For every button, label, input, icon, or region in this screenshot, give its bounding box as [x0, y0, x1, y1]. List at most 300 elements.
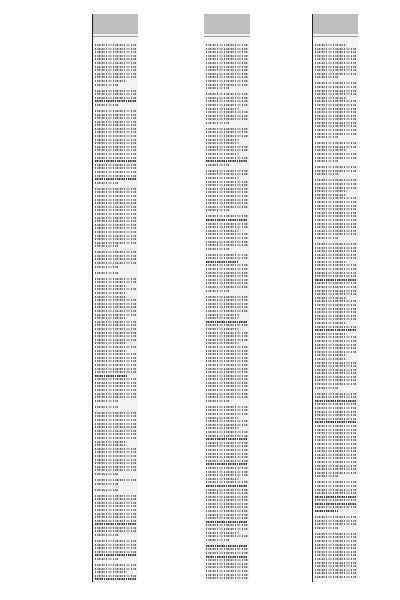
text-line: [95, 131, 136, 133]
text-line: [206, 135, 248, 137]
text-line: [206, 153, 239, 155]
text-line: [206, 445, 248, 447]
text-line: [95, 195, 136, 197]
text-line: [315, 304, 356, 306]
text-line: [95, 364, 136, 366]
text-line: [95, 171, 136, 173]
text-line: [206, 346, 248, 348]
text-line: [95, 540, 136, 542]
text-line: [95, 142, 136, 144]
text-line: [95, 400, 118, 402]
text-line: [315, 82, 356, 84]
text-line: [315, 173, 338, 175]
text-line: [206, 118, 248, 120]
text-line: [315, 565, 356, 567]
text-line: [315, 506, 356, 508]
text-line: [206, 339, 248, 341]
text-line: [315, 187, 356, 189]
text-line: [315, 118, 356, 120]
text-line: [95, 114, 136, 116]
text-line: [206, 471, 248, 473]
text-line: [315, 76, 338, 78]
text-line: [95, 117, 136, 119]
text-line: [206, 184, 248, 186]
text-line: [95, 498, 136, 500]
text-line: [206, 535, 248, 537]
text-line: [95, 448, 136, 450]
text-line: [315, 340, 356, 342]
text-line: [315, 97, 347, 99]
text-line: [206, 385, 248, 387]
text-line: [206, 485, 248, 487]
text-line: [315, 347, 356, 349]
text-line: [95, 575, 136, 577]
text-line: [315, 233, 356, 235]
text-line: [95, 135, 136, 137]
text-line: [315, 461, 356, 463]
text-line: [315, 142, 356, 144]
text-line: [315, 160, 338, 162]
text-line: [315, 418, 356, 420]
text-line: [95, 299, 136, 301]
text-line: [95, 124, 136, 126]
text-line: [206, 548, 248, 550]
text-line: [95, 483, 118, 485]
text-line: [95, 213, 136, 215]
text-line: [206, 435, 248, 437]
text-line: [315, 297, 347, 299]
text-line: [95, 375, 127, 377]
text-line: [95, 459, 136, 461]
text-line: [95, 430, 136, 432]
text-line: [206, 552, 248, 554]
text-line: [95, 360, 136, 362]
text-line: [206, 409, 248, 411]
text-line: [95, 217, 136, 219]
text-line: [95, 534, 118, 536]
text-line: [206, 206, 248, 208]
text-line: [95, 385, 136, 387]
text-line: [95, 462, 136, 464]
text-line: [95, 288, 136, 290]
text-line: [95, 58, 136, 60]
text-line: [315, 516, 356, 518]
text-line: [315, 208, 356, 210]
text-line: [95, 423, 136, 425]
text-line: [206, 442, 248, 444]
text-line: [206, 223, 248, 225]
text-line: [315, 311, 356, 313]
text-line: [95, 235, 136, 237]
text-line: [206, 51, 248, 53]
text-line: [206, 303, 248, 305]
text-line: [206, 157, 248, 159]
text-line: [315, 336, 356, 338]
text-line: [206, 510, 248, 512]
text-line: [206, 570, 248, 572]
text-line: [315, 387, 338, 389]
text-line: [315, 219, 356, 221]
text-line: [315, 264, 356, 266]
text-line: [315, 201, 356, 203]
text-line: [315, 499, 356, 501]
text-line: [206, 489, 248, 491]
text-line: [95, 149, 136, 151]
text-line: [95, 378, 136, 380]
text-line: [206, 517, 248, 519]
text-line: [206, 279, 248, 281]
text-line: [315, 457, 356, 459]
text-line: [95, 571, 127, 573]
text-line: [315, 66, 356, 68]
text-line: [206, 556, 248, 558]
text-line: [95, 164, 136, 166]
text-line: [315, 170, 356, 172]
text-line: [315, 48, 356, 50]
text-line: [206, 248, 229, 250]
text-line: [315, 149, 347, 151]
text-line: [95, 382, 136, 384]
text-line: [315, 354, 347, 356]
text-line: [315, 396, 356, 398]
text-line: [206, 532, 239, 534]
text-line: [315, 400, 356, 402]
text-line: [95, 444, 127, 446]
text-line: [315, 108, 356, 110]
text-line: [315, 93, 356, 95]
text-line: [315, 250, 356, 252]
text-line: [206, 275, 248, 277]
text-line: [206, 413, 248, 415]
text-line: [95, 520, 136, 522]
text-line: [315, 369, 356, 371]
text-line: [206, 146, 248, 148]
text-line: [95, 167, 136, 169]
text-line: [206, 453, 248, 455]
text-line: [315, 372, 356, 374]
text-line: [315, 326, 356, 328]
text-line: [206, 342, 239, 344]
text-line: [206, 371, 248, 373]
text-line: [206, 191, 248, 193]
text-line: [315, 275, 356, 277]
text-line: [206, 241, 248, 243]
text-line: [315, 58, 356, 60]
text-line: [315, 379, 356, 381]
text-line: [315, 393, 356, 395]
text-line: [95, 396, 136, 398]
text-line: [315, 136, 338, 138]
text-line: [206, 131, 248, 133]
text-line: [315, 475, 338, 477]
text-line: [206, 111, 248, 113]
text-line: [315, 179, 356, 181]
text-line: [206, 115, 248, 117]
text-line: [206, 299, 248, 301]
text-line: [206, 474, 248, 476]
text-line: [206, 324, 248, 326]
text-line: [315, 403, 356, 405]
text-line: [315, 523, 356, 525]
text-line: [206, 164, 229, 166]
text-line: [95, 346, 136, 348]
text-line: [315, 230, 356, 232]
text-line: [95, 292, 127, 294]
text-line: [95, 44, 136, 46]
text-line: [95, 317, 127, 319]
text-line: [95, 350, 127, 352]
text-line: [206, 481, 248, 483]
text-line: [206, 314, 239, 316]
text-line: [95, 558, 118, 560]
text-line: [95, 527, 136, 529]
text-line: [95, 578, 136, 580]
text-line: [315, 472, 356, 474]
text-line: [206, 574, 248, 576]
text-line: [315, 576, 356, 578]
text-line: [315, 358, 347, 360]
text-line: [315, 272, 356, 274]
text-line: [206, 368, 248, 370]
text-line: [315, 247, 356, 249]
text-line: [315, 536, 356, 538]
text-line: [315, 300, 356, 302]
text-line: [206, 438, 248, 440]
text-line: [95, 530, 136, 532]
text-line: [315, 153, 356, 155]
text-line: [315, 547, 356, 549]
text-line: [95, 245, 118, 247]
text-line: [95, 80, 127, 82]
text-line: [95, 242, 136, 244]
text-line: [206, 188, 248, 190]
text-line: [206, 170, 248, 172]
text-line: [315, 554, 356, 556]
text-line: [95, 209, 136, 211]
text-line: [315, 365, 356, 367]
text-line: [206, 58, 248, 60]
text-line: [315, 290, 356, 292]
text-line: [95, 69, 136, 71]
text-line: [206, 195, 248, 197]
text-line: [206, 177, 239, 179]
text-line: [95, 278, 136, 280]
text-line: [315, 183, 356, 185]
text-line: [206, 202, 248, 204]
text-line: [206, 545, 248, 547]
text-line: [95, 505, 136, 507]
text-line: [206, 48, 248, 50]
text-line: [206, 219, 248, 221]
text-line: [95, 368, 136, 370]
text-line: [95, 262, 136, 264]
text-line: [95, 339, 136, 341]
text-line: [315, 383, 356, 385]
text-line: [315, 351, 356, 353]
text-line: [95, 342, 127, 344]
text-line: [315, 436, 356, 438]
text-line: [315, 544, 356, 546]
text-line: [315, 572, 356, 574]
text-line: [95, 357, 136, 359]
text-line: [206, 521, 248, 523]
text-line: [315, 540, 356, 542]
text-line: [206, 306, 248, 308]
text-line: [206, 296, 248, 298]
text-line: [206, 566, 248, 568]
text-line: [206, 467, 248, 469]
text-line: [315, 376, 356, 378]
document-column-3: [312, 14, 358, 582]
column-subheader: [204, 34, 250, 37]
text-line: [206, 199, 248, 201]
text-line: [315, 146, 356, 148]
document-column-1: [92, 14, 138, 582]
text-line: [206, 76, 248, 78]
text-line: [95, 306, 136, 308]
text-line: [95, 121, 136, 123]
text-line: [206, 108, 239, 110]
text-line: [95, 238, 136, 240]
text-line: [315, 454, 356, 456]
text-line: [315, 197, 356, 199]
text-line: [206, 357, 248, 359]
column-header: [313, 14, 358, 34]
document-column-2: [204, 14, 250, 582]
text-line: [315, 122, 356, 124]
text-line: [95, 554, 136, 556]
text-line: [315, 111, 356, 113]
text-line: [315, 496, 356, 498]
text-line: [315, 551, 356, 553]
text-line: [315, 485, 356, 487]
text-line: [95, 516, 136, 518]
text-line: [206, 254, 248, 256]
text-line: [206, 393, 248, 395]
text-line: [315, 44, 347, 46]
text-line: [315, 157, 356, 159]
text-line: [95, 258, 136, 260]
text-line: [206, 478, 239, 480]
text-line: [95, 266, 118, 268]
text-line: [95, 544, 136, 546]
text-line: [95, 104, 118, 106]
text-line: [95, 255, 136, 257]
text-line: [95, 224, 136, 226]
text-line: [95, 564, 136, 566]
text-line: [206, 539, 229, 541]
text-line: [206, 257, 248, 259]
text-line: [206, 360, 248, 362]
text-line: [315, 133, 356, 135]
text-line: [315, 125, 356, 127]
text-line: [95, 160, 136, 162]
text-line: [206, 524, 248, 526]
text-line: [315, 129, 356, 131]
text-line: [95, 523, 136, 525]
text-line: [206, 427, 239, 429]
text-line: [206, 87, 229, 89]
text-line: [95, 547, 136, 549]
text-line: [315, 503, 356, 505]
text-line: [315, 414, 356, 416]
text-line: [206, 93, 248, 95]
text-line: [206, 264, 248, 266]
text-line: [206, 44, 248, 46]
text-line: [315, 407, 356, 409]
column-header: [93, 14, 138, 34]
text-line: [95, 251, 136, 253]
text-line: [315, 62, 356, 64]
text-line: [315, 104, 356, 106]
text-line: [206, 456, 248, 458]
text-line: [95, 437, 136, 439]
text-line: [315, 279, 356, 281]
text-line: [206, 66, 248, 68]
text-line: [315, 268, 356, 270]
text-line: [95, 73, 136, 75]
text-line: [315, 322, 347, 324]
text-line: [95, 97, 136, 99]
text-line: [315, 212, 356, 214]
text-line: [95, 310, 136, 312]
text-line: [95, 389, 136, 391]
text-line: [206, 100, 248, 102]
text-line: [315, 315, 356, 317]
text-line: [315, 562, 356, 564]
text-line: [315, 73, 356, 75]
text-line: [95, 84, 118, 86]
column-body-text: [206, 44, 248, 580]
text-line: [95, 455, 136, 457]
text-line: [95, 175, 136, 177]
text-line: [206, 149, 248, 151]
text-line: [206, 431, 248, 433]
text-line: [206, 84, 248, 86]
text-line: [95, 128, 136, 130]
text-line: [206, 321, 248, 323]
text-line: [315, 533, 356, 535]
text-line: [95, 513, 136, 515]
text-line: [315, 86, 356, 88]
text-line: [206, 55, 248, 57]
text-line: [206, 563, 248, 565]
text-line: [206, 282, 248, 284]
text-line: [206, 237, 248, 239]
text-line: [315, 520, 356, 522]
text-line: [95, 48, 136, 50]
text-line: [206, 142, 239, 144]
text-line: [206, 559, 248, 561]
text-line: [315, 194, 347, 196]
text-line: [206, 335, 248, 337]
text-line: [315, 115, 356, 117]
text-line: [206, 577, 248, 579]
text-line: [206, 230, 239, 232]
text-line: [315, 362, 356, 364]
text-line: [206, 272, 248, 274]
text-line: [315, 286, 356, 288]
text-line: [95, 412, 136, 414]
text-line: [206, 73, 248, 75]
text-line: [95, 76, 136, 78]
text-line: [315, 261, 347, 263]
text-line: [206, 449, 248, 451]
text-line: [315, 205, 356, 207]
text-line: [315, 468, 356, 470]
column-body-text: [95, 44, 136, 580]
text-line: [206, 396, 248, 398]
